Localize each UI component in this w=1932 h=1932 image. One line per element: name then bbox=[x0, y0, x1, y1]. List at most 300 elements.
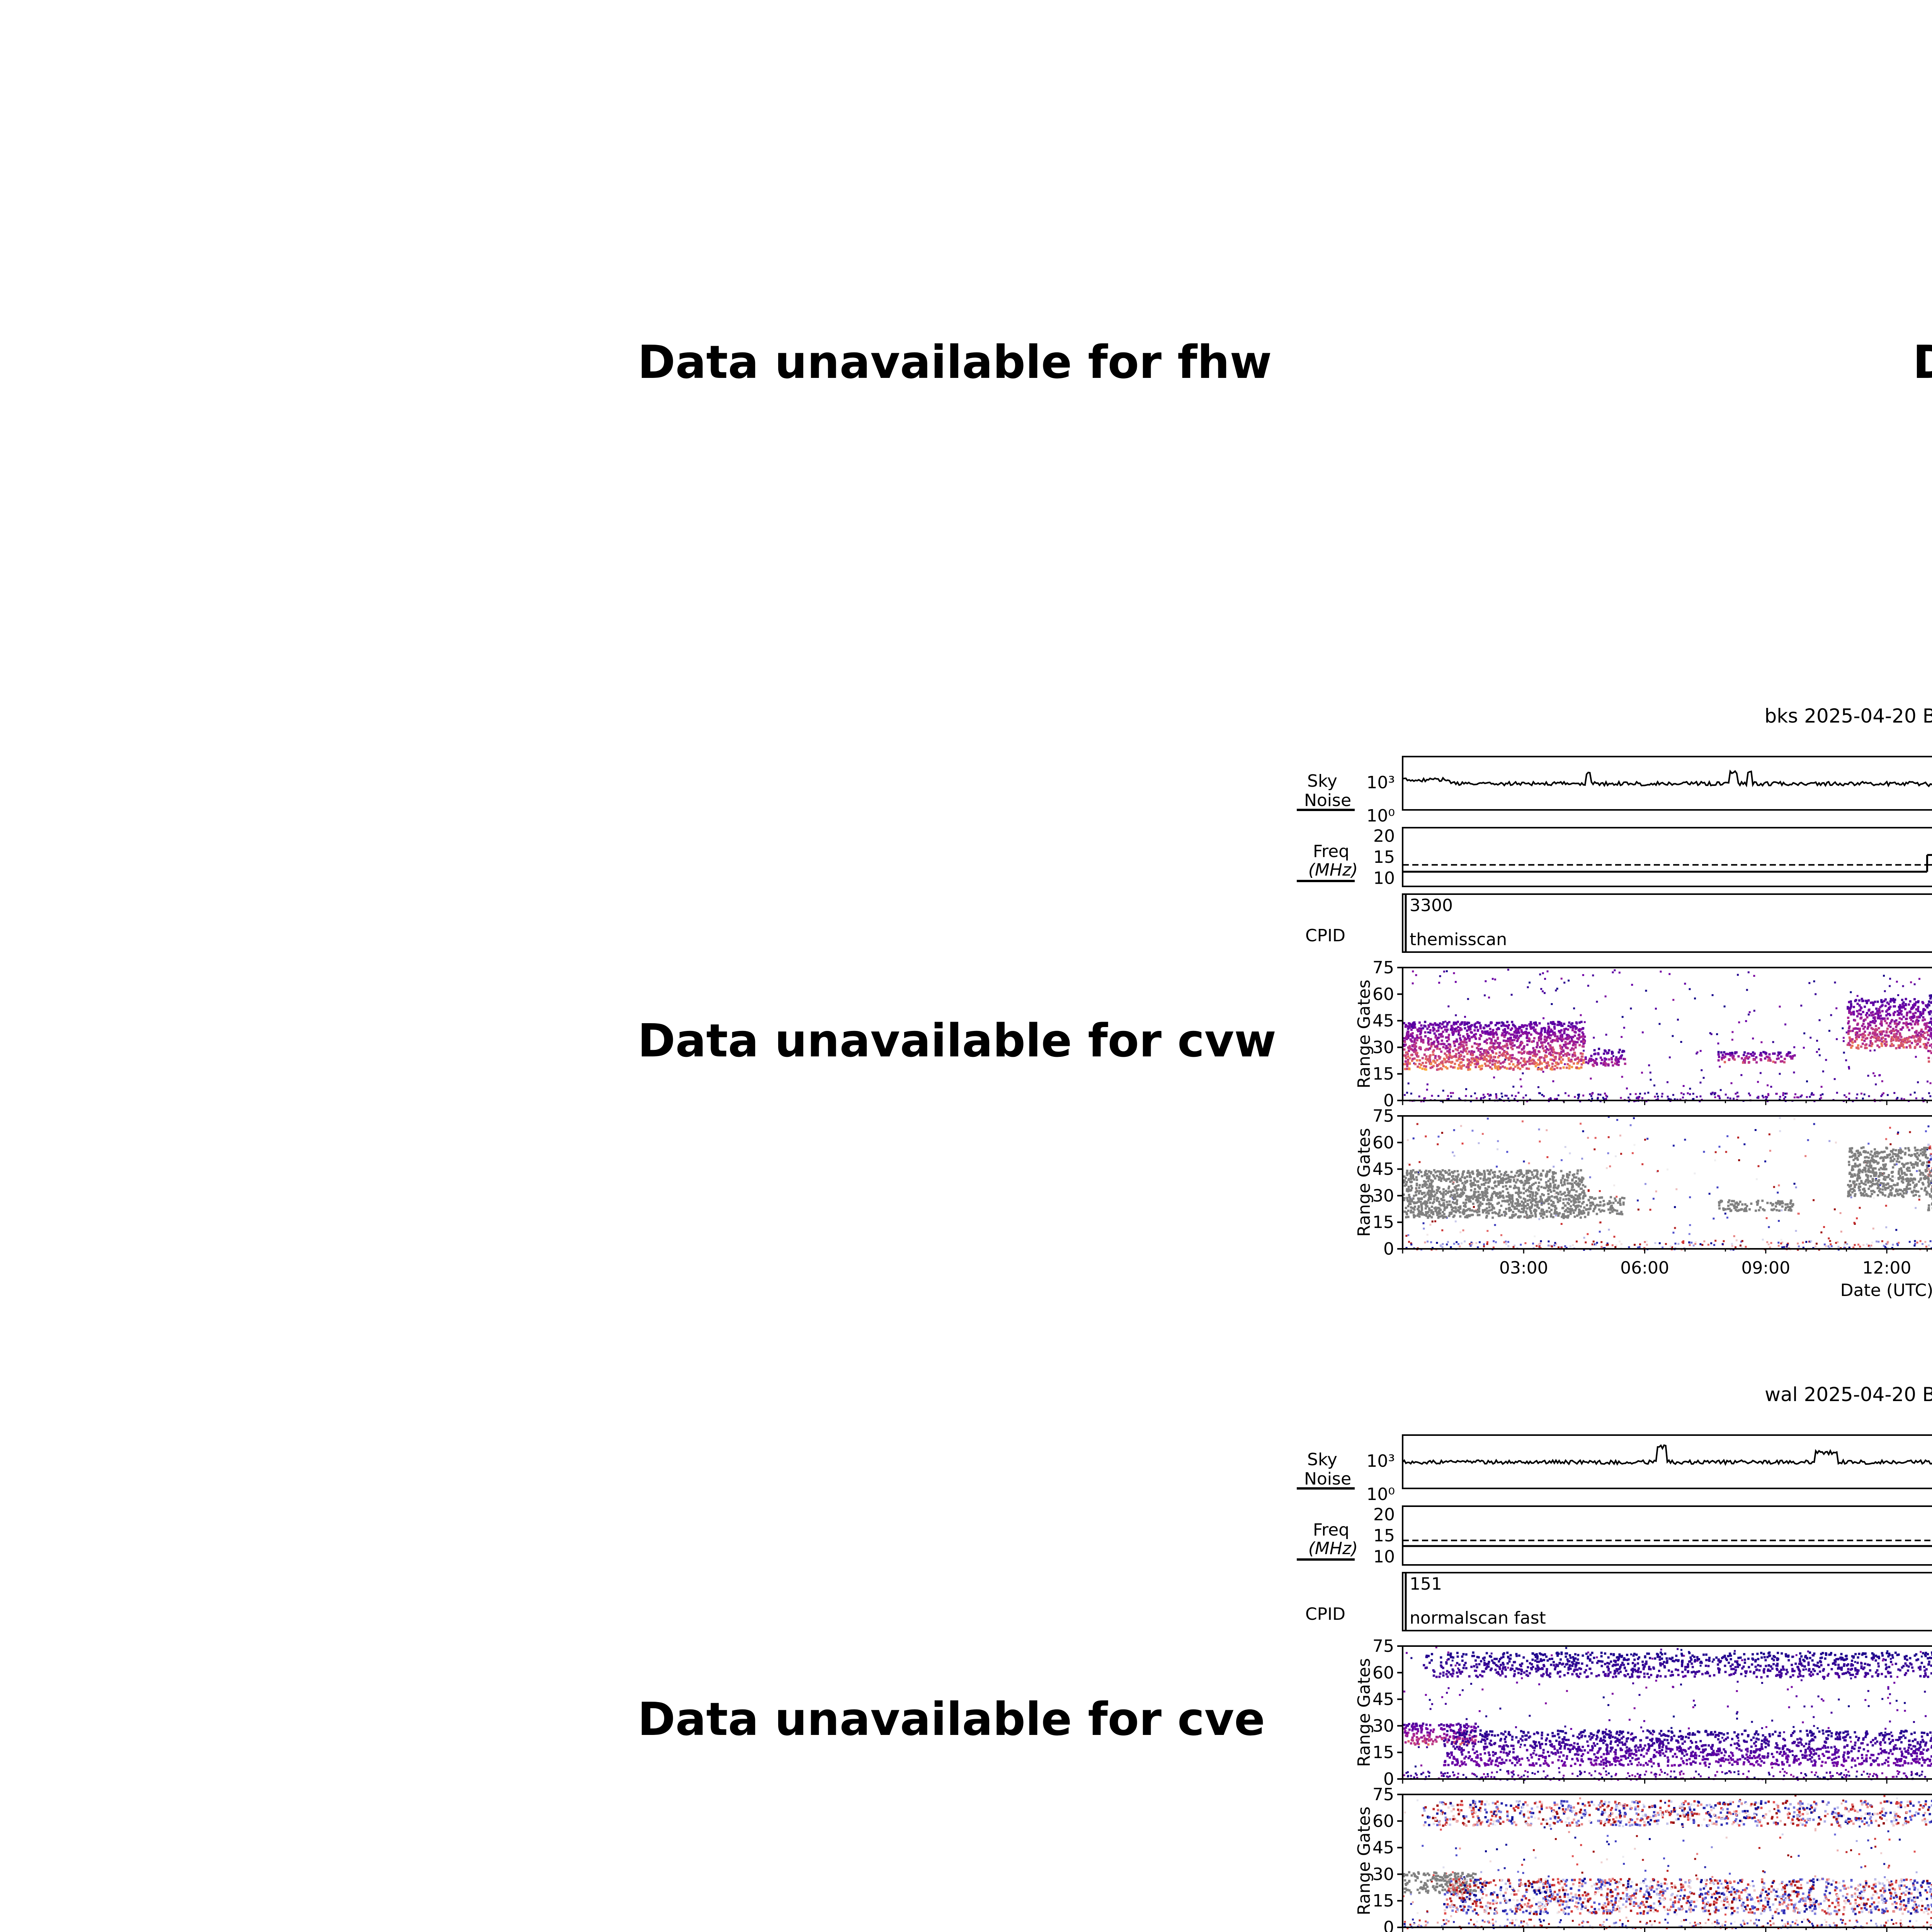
snr-echo-point bbox=[1580, 1052, 1582, 1054]
snr-echo-point bbox=[1445, 1036, 1447, 1039]
snr-echo-point bbox=[1872, 1002, 1875, 1004]
snr-echo-point bbox=[1523, 1051, 1526, 1053]
snr-echo-point bbox=[1510, 1037, 1512, 1039]
snr-echo-point bbox=[1590, 1078, 1592, 1080]
snr-echo-point bbox=[1541, 1062, 1543, 1065]
snr-echo-point bbox=[1409, 1025, 1411, 1027]
snr-echo-point bbox=[1475, 1056, 1478, 1058]
snr-echo-point bbox=[1598, 1048, 1600, 1050]
snr-echo-point bbox=[1864, 1047, 1866, 1049]
snr-echo-point bbox=[1493, 1056, 1495, 1058]
snr-echo-point bbox=[1881, 1033, 1883, 1035]
snr-echo-point bbox=[1882, 1037, 1884, 1039]
snr-echo-point bbox=[1907, 1041, 1910, 1043]
snr-echo-point bbox=[1507, 1047, 1509, 1049]
snr-echo-point bbox=[1576, 1022, 1578, 1025]
snr-echo-point bbox=[1572, 1044, 1574, 1046]
snr-echo-point bbox=[1437, 1037, 1439, 1039]
snr-echo-point bbox=[1895, 1039, 1897, 1042]
snr-echo-point bbox=[1861, 1025, 1864, 1027]
snr-echo-point bbox=[1602, 1063, 1605, 1066]
snr-echo-point bbox=[1885, 1014, 1888, 1017]
snr-echo-point bbox=[1580, 1036, 1583, 1038]
snr-echo-point bbox=[1560, 1034, 1562, 1037]
snr-echo-point bbox=[1922, 1009, 1925, 1011]
snr-echo-point bbox=[1872, 1017, 1875, 1019]
snr-echo-point bbox=[1927, 1042, 1929, 1044]
snr-echo-point bbox=[1483, 1041, 1486, 1043]
snr-echo-point bbox=[1744, 1057, 1747, 1060]
snr-echo-point bbox=[1886, 1002, 1889, 1004]
snr-echo-point bbox=[1489, 1031, 1492, 1033]
snr-echo-point bbox=[1711, 1093, 1713, 1095]
snr-echo-point bbox=[1539, 1022, 1541, 1024]
snr-echo-point bbox=[1850, 1005, 1852, 1007]
snr-echo-point bbox=[1881, 1023, 1883, 1025]
snr-echo-point bbox=[1864, 1006, 1866, 1008]
snr-echo-point bbox=[1694, 998, 1696, 1000]
snr-echo-point bbox=[1504, 1066, 1506, 1069]
snr-echo-point bbox=[1819, 1019, 1821, 1021]
snr-echo-point bbox=[1757, 1081, 1759, 1083]
snr-echo-point bbox=[1864, 1094, 1866, 1095]
snr-echo-point bbox=[1558, 1030, 1560, 1032]
snr-echo-point bbox=[1619, 1049, 1621, 1051]
snr-echo-point bbox=[1884, 1020, 1886, 1022]
snr-echo-point bbox=[1493, 1077, 1495, 1078]
snr-echo-point bbox=[1567, 1025, 1570, 1027]
snr-echo-point bbox=[1506, 1043, 1508, 1045]
sky-noise-tick-label: 10³ bbox=[1366, 773, 1395, 793]
snr-echo-point bbox=[1504, 1024, 1507, 1027]
snr-echo-point bbox=[1436, 1030, 1438, 1032]
snr-echo-point bbox=[1496, 1034, 1498, 1036]
snr-echo-point bbox=[1441, 1023, 1444, 1026]
snr-echo-point bbox=[1553, 1026, 1556, 1028]
snr-echo-point bbox=[1856, 1027, 1859, 1030]
snr-echo-point bbox=[1857, 995, 1859, 997]
snr-echo-point bbox=[1923, 1032, 1926, 1034]
snr-echo-point bbox=[1444, 1053, 1446, 1055]
snr-echo-point bbox=[1562, 1058, 1564, 1061]
snr-echo-point bbox=[1793, 1071, 1795, 1073]
snr-echo-point bbox=[1405, 1026, 1407, 1028]
snr-echo-point bbox=[1431, 1095, 1433, 1097]
snr-echo-point bbox=[1556, 1036, 1559, 1038]
snr-echo-point bbox=[1427, 1040, 1430, 1043]
snr-echo-point bbox=[1570, 1023, 1573, 1026]
snr-echo-point bbox=[1748, 1014, 1750, 1015]
snr-echo-point bbox=[1471, 1054, 1473, 1056]
snr-echo-point bbox=[1897, 994, 1899, 996]
snr-echo-point bbox=[1901, 1003, 1904, 1005]
snr-echo-point bbox=[1619, 972, 1621, 974]
snr-echo-point bbox=[1484, 1063, 1486, 1065]
snr-echo-point bbox=[1478, 1049, 1480, 1052]
snr-echo-point bbox=[1860, 1046, 1862, 1048]
snr-echo-point bbox=[1907, 1023, 1909, 1025]
snr-echo-point bbox=[1504, 1054, 1507, 1057]
snr-echo-point bbox=[1560, 1022, 1563, 1025]
snr-echo-point bbox=[1636, 1097, 1638, 1099]
snr-echo-point bbox=[1464, 1016, 1466, 1018]
snr-echo-point bbox=[1916, 1009, 1918, 1011]
snr-echo-point bbox=[1416, 1034, 1418, 1037]
snr-echo-point bbox=[1883, 1092, 1884, 1094]
snr-echo-point bbox=[1519, 1068, 1521, 1070]
snr-echo-point bbox=[1862, 1000, 1864, 1002]
snr-echo-point bbox=[1487, 1093, 1489, 1095]
snr-echo-point bbox=[1442, 1090, 1444, 1092]
snr-echo-point bbox=[1543, 1017, 1544, 1019]
snr-echo-point bbox=[1717, 1043, 1719, 1044]
unavailable-fhe-text: D bbox=[1913, 335, 1932, 389]
snr-echo-point bbox=[1900, 1029, 1903, 1031]
snr-echo-point bbox=[1922, 1016, 1924, 1019]
snr-echo-point bbox=[1597, 1098, 1599, 1100]
snr-echo-point bbox=[1425, 1055, 1427, 1058]
snr-echo-point bbox=[1563, 1044, 1565, 1046]
snr-echo-point bbox=[1891, 1030, 1893, 1032]
snr-echo-point bbox=[1659, 1023, 1661, 1025]
snr-echo-point bbox=[1836, 1038, 1838, 1040]
snr-echo-point bbox=[1891, 999, 1893, 1001]
snr-echo-point bbox=[1881, 1010, 1884, 1012]
snr-echo-point bbox=[1502, 1045, 1504, 1048]
snr-echo-point bbox=[1539, 1036, 1541, 1038]
snr-echo-point bbox=[1876, 1044, 1879, 1047]
snr-echo-point bbox=[1430, 1063, 1432, 1065]
snr-echo-point bbox=[1425, 1058, 1427, 1060]
snr-echo-point bbox=[1724, 1005, 1726, 1007]
snr-echo-point bbox=[1536, 1064, 1539, 1066]
snr-echo-point bbox=[1442, 1031, 1444, 1033]
snr-echo-point bbox=[1762, 1097, 1764, 1099]
snr-echo-point bbox=[1883, 1030, 1885, 1032]
snr-echo-point bbox=[1473, 1034, 1475, 1036]
snr-echo-point bbox=[1441, 1068, 1443, 1070]
snr-echo-point bbox=[1471, 1058, 1474, 1061]
snr-echo-point bbox=[1923, 1023, 1926, 1026]
snr-echo-point bbox=[1446, 1029, 1449, 1031]
snr-echo-point bbox=[1887, 1034, 1889, 1037]
snr-echo-point bbox=[1881, 1043, 1883, 1045]
snr-echo-point bbox=[1748, 1056, 1750, 1058]
snr-echo-point bbox=[1585, 1061, 1587, 1063]
snr-echo-point bbox=[1547, 1061, 1549, 1063]
snr-echo-point bbox=[1536, 1032, 1538, 1034]
snr-echo-point bbox=[1865, 1000, 1867, 1002]
snr-echo-point bbox=[1429, 1056, 1431, 1059]
snr-echo-point bbox=[1502, 1022, 1504, 1024]
snr-echo-point bbox=[1512, 1086, 1514, 1088]
snr-echo-point bbox=[1444, 1020, 1446, 1022]
snr-echo-point bbox=[1439, 1048, 1441, 1050]
snr-echo-point bbox=[1910, 1094, 1912, 1096]
snr-echo-point bbox=[1507, 1037, 1509, 1040]
snr-echo-point bbox=[1909, 1022, 1912, 1025]
snr-echo-point bbox=[1502, 1029, 1505, 1031]
snr-echo-point bbox=[1544, 1031, 1546, 1033]
snr-echo-point bbox=[1906, 1012, 1908, 1014]
snr-echo-point bbox=[1820, 1094, 1822, 1096]
snr-echo-point bbox=[1853, 1013, 1855, 1015]
snr-echo-point bbox=[1843, 1037, 1845, 1039]
snr-echo-point bbox=[1630, 1008, 1632, 1010]
snr-echo-point bbox=[1662, 1093, 1663, 1095]
snr-echo-point bbox=[1828, 1030, 1830, 1032]
snr-echo-point bbox=[1506, 1067, 1508, 1070]
snr-echo-point bbox=[1451, 1031, 1454, 1034]
snr-echo-point bbox=[1432, 1060, 1435, 1062]
snr-echo-point bbox=[1444, 1058, 1446, 1061]
snr-echo-point bbox=[1869, 1040, 1872, 1042]
snr-echo-point bbox=[1635, 1093, 1637, 1095]
snr-echo-point bbox=[1629, 1093, 1631, 1095]
snr-echo-point bbox=[1884, 1034, 1886, 1037]
snr-echo-point bbox=[1915, 1021, 1917, 1024]
snr-echo-point bbox=[1418, 1022, 1421, 1024]
snr-echo-point bbox=[1507, 1097, 1509, 1099]
snr-echo-point bbox=[1624, 1058, 1626, 1060]
snr-echo-point bbox=[1440, 1027, 1443, 1029]
snr-echo-point bbox=[1642, 1031, 1644, 1033]
snr-echo-point bbox=[1434, 1057, 1437, 1059]
snr-echo-point bbox=[1650, 1079, 1652, 1081]
snr-echo-point bbox=[1696, 1053, 1697, 1054]
snr-echo-point bbox=[1405, 1037, 1408, 1039]
snr-echo-point bbox=[1622, 1016, 1624, 1018]
snr-echo-point bbox=[1542, 1071, 1544, 1073]
snr-echo-point bbox=[1604, 1093, 1606, 1095]
snr-echo-point bbox=[1667, 1096, 1669, 1098]
snr-echo-point bbox=[1520, 1078, 1522, 1080]
snr-echo-point bbox=[1517, 1063, 1520, 1065]
snr-echo-point bbox=[1862, 1043, 1864, 1045]
snr-echo-point bbox=[1529, 981, 1531, 983]
snr-echo-point bbox=[1925, 1024, 1928, 1027]
snr-echo-point bbox=[1904, 1037, 1906, 1040]
snr-echo-point bbox=[1862, 1023, 1865, 1025]
snr-echo-point bbox=[1545, 1040, 1547, 1042]
snr-echo-point bbox=[1560, 1029, 1563, 1031]
snr-echo-point bbox=[1922, 1002, 1924, 1004]
snr-echo-point bbox=[1466, 1048, 1468, 1050]
snr-echo-point bbox=[1843, 1040, 1845, 1042]
snr-echo-point bbox=[1560, 1047, 1562, 1049]
snr-echo-point bbox=[1745, 1020, 1747, 1022]
snr-echo-point bbox=[1888, 1025, 1890, 1027]
snr-echo-point bbox=[1578, 1044, 1581, 1046]
snr-echo-point bbox=[1454, 1055, 1457, 1057]
snr-echo-point bbox=[1719, 1066, 1721, 1068]
snr-echo-point bbox=[1917, 1034, 1919, 1036]
snr-echo-point bbox=[1851, 1038, 1854, 1041]
snr-echo-point bbox=[1555, 990, 1557, 992]
snr-echo-point bbox=[1930, 995, 1932, 998]
snr-echo-point bbox=[1909, 1011, 1912, 1014]
snr-echo-point bbox=[1716, 1033, 1718, 1035]
snr-echo-point bbox=[1655, 1008, 1657, 1010]
snr-echo-point bbox=[1615, 1056, 1617, 1058]
snr-echo-point bbox=[1766, 1096, 1768, 1098]
snr-echo-point bbox=[1872, 1011, 1874, 1013]
snr-echo-point bbox=[1428, 1043, 1430, 1046]
snr-echo-point bbox=[1541, 1094, 1543, 1096]
snr-echo-point bbox=[1520, 1029, 1522, 1031]
snr-echo-point bbox=[1492, 1059, 1495, 1061]
snr-echo-point bbox=[1427, 1038, 1430, 1040]
snr-echo-point bbox=[1533, 1063, 1536, 1065]
snr-echo-point bbox=[1614, 969, 1616, 971]
snr-echo-point bbox=[1848, 1042, 1850, 1044]
snr-echo-point bbox=[1894, 1011, 1896, 1013]
sky-noise-label-line1: Sky bbox=[1307, 771, 1337, 791]
snr-echo-point bbox=[1554, 1039, 1556, 1042]
snr-echo-point bbox=[1895, 1047, 1897, 1049]
snr-echo-point bbox=[1875, 1083, 1877, 1085]
snr-echo-point bbox=[1760, 1072, 1762, 1074]
snr-echo-point bbox=[1755, 1056, 1757, 1058]
snr-echo-point bbox=[1782, 1094, 1784, 1096]
snr-echo-point bbox=[1544, 1054, 1546, 1057]
snr-echo-point bbox=[1917, 1081, 1919, 1083]
snr-echo-point bbox=[1737, 974, 1739, 976]
snr-echo-point bbox=[1760, 1041, 1762, 1043]
snr-echo-point bbox=[1495, 1097, 1497, 1099]
snr-echo-point bbox=[1551, 1068, 1553, 1071]
snr-echo-point bbox=[1521, 1065, 1523, 1067]
snr-echo-point bbox=[1930, 1002, 1932, 1004]
snr-echo-point bbox=[1551, 1050, 1553, 1052]
snr-echo-point bbox=[1899, 1004, 1901, 1007]
snr-echo-point bbox=[1600, 1062, 1602, 1065]
snr-echo-point bbox=[1480, 1057, 1483, 1060]
snr-echo-point bbox=[1550, 1098, 1552, 1100]
snr-echo-point bbox=[1509, 1063, 1511, 1065]
snr-echo-point bbox=[1552, 1021, 1554, 1023]
snr-echo-point bbox=[1794, 1097, 1796, 1099]
snr-echo-point bbox=[1463, 1046, 1465, 1048]
snr-echo-point bbox=[1497, 1061, 1499, 1064]
snr-echo-point bbox=[1501, 1096, 1503, 1098]
snr-echo-point bbox=[1875, 1025, 1877, 1027]
snr-echo-point bbox=[1572, 1027, 1574, 1029]
snr-echo-point bbox=[1485, 1054, 1488, 1057]
snr-echo-point bbox=[1430, 1067, 1432, 1069]
snr-echo-point bbox=[1490, 1056, 1492, 1058]
snr-echo-point bbox=[1819, 1054, 1821, 1056]
snr-echo-point bbox=[1536, 1046, 1538, 1048]
snr-echo-point bbox=[1800, 1095, 1802, 1097]
snr-echo-point bbox=[1585, 1058, 1587, 1060]
snr-echo-point bbox=[1543, 1060, 1546, 1062]
snr-echo-point bbox=[1699, 1095, 1701, 1097]
snr-echo-point bbox=[1407, 1061, 1409, 1064]
snr-echo-point bbox=[1560, 1056, 1562, 1058]
snr-echo-point bbox=[1869, 1044, 1871, 1047]
snr-echo-point bbox=[1855, 1097, 1857, 1099]
snr-echo-point bbox=[1442, 1046, 1445, 1048]
snr-echo-point bbox=[1504, 1045, 1507, 1048]
snr-echo-point bbox=[1578, 1067, 1580, 1070]
snr-echo-point bbox=[1483, 1027, 1485, 1029]
snr-echo-point bbox=[1868, 1014, 1871, 1016]
snr-echo-point bbox=[1614, 1058, 1617, 1061]
snr-echo-point bbox=[1423, 1065, 1425, 1067]
snr-echo-point bbox=[1930, 1017, 1932, 1020]
snr-echo-point bbox=[1596, 1063, 1598, 1066]
snr-echo-point bbox=[1589, 1058, 1591, 1060]
snr-echo-point bbox=[1612, 1064, 1614, 1066]
snr-echo-point bbox=[1480, 1027, 1482, 1029]
snr-echo-point bbox=[1562, 1054, 1565, 1057]
snr-echo-point bbox=[1872, 1072, 1874, 1074]
snr-echo-point bbox=[1558, 1094, 1560, 1096]
snr-echo-point bbox=[1452, 1092, 1454, 1094]
snr-echo-point bbox=[1523, 1058, 1526, 1060]
snr-echo-point bbox=[1849, 1040, 1851, 1042]
snr-echo-point bbox=[1449, 1053, 1451, 1056]
snr-echo-point bbox=[1458, 1043, 1461, 1046]
snr-echo-point bbox=[1573, 1041, 1575, 1043]
snr-echo-point bbox=[1441, 1039, 1443, 1042]
snr-echo-point bbox=[1749, 1011, 1751, 1013]
snr-echo-point bbox=[1404, 1041, 1406, 1043]
snr-echo-point bbox=[1553, 1068, 1556, 1070]
snr-echo-point bbox=[1914, 983, 1916, 985]
snr-echo-point bbox=[1521, 1024, 1523, 1027]
snr-echo-point bbox=[1524, 1061, 1526, 1063]
snr-echo-point bbox=[1512, 1045, 1514, 1047]
snr-echo-point bbox=[1760, 1052, 1762, 1054]
snr-echo-point bbox=[1605, 995, 1607, 997]
snr-echo-point bbox=[1554, 1056, 1557, 1058]
snr-echo-point bbox=[1556, 988, 1558, 990]
snr-echo-point bbox=[1898, 1047, 1901, 1049]
snr-echo-point bbox=[1473, 1051, 1475, 1053]
unavailable-fhw-text: Data unavailable for fhw bbox=[638, 335, 1272, 389]
snr-echo-point bbox=[1552, 1080, 1554, 1082]
snr-echo-point bbox=[1905, 1046, 1908, 1049]
snr-echo-point bbox=[1419, 1046, 1421, 1048]
snr-echo-point bbox=[1874, 1049, 1876, 1051]
snr-echo-point bbox=[1494, 1039, 1497, 1042]
snr-echo-point bbox=[1558, 1058, 1561, 1060]
snr-echo-point bbox=[1525, 1094, 1527, 1096]
snr-echo-point bbox=[1911, 1007, 1913, 1010]
snr-echo-point bbox=[1689, 1088, 1691, 1090]
snr-echo-point bbox=[1568, 1042, 1571, 1044]
snr-echo-point bbox=[1855, 999, 1857, 1001]
snr-echo-point bbox=[1854, 1041, 1856, 1043]
snr-echo-point bbox=[1410, 1093, 1412, 1095]
snr-echo-point bbox=[1452, 1066, 1454, 1069]
snr-echo-point bbox=[1896, 1032, 1898, 1035]
snr-echo-point bbox=[1573, 1031, 1576, 1033]
snr-echo-point bbox=[1879, 1074, 1881, 1076]
snr-echo-point bbox=[1436, 1048, 1439, 1050]
snr-echo-point bbox=[1736, 1092, 1738, 1094]
snr-echo-point bbox=[1456, 1059, 1458, 1061]
snr-echo-point bbox=[1561, 1025, 1564, 1027]
snr-echo-point bbox=[1582, 974, 1584, 976]
snr-echo-point bbox=[1735, 1051, 1738, 1054]
snr-echo-point bbox=[1459, 1046, 1461, 1049]
snr-echo-point bbox=[1884, 990, 1886, 992]
snr-echo-point bbox=[1877, 1001, 1879, 1003]
snr-echo-point bbox=[1542, 1047, 1544, 1049]
